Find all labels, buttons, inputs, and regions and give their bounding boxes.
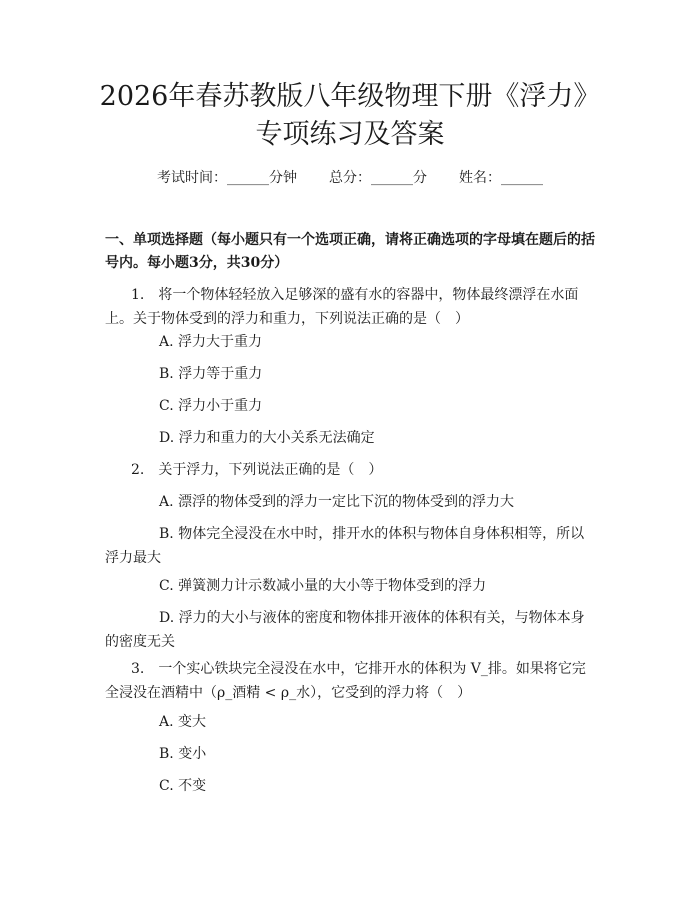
question-2-option-b: B. 物体完全浸没在水中时，排开水的体积与物体自身体积相等，所以浮力最大 [105,526,585,566]
exam-name: 姓名：______ [459,170,543,186]
question-3-option-a: A. 变大 [159,714,207,730]
question-2-stem: 2. 关于浮力，下列说法正确的是（ ） [131,462,383,478]
exam-info [0,168,700,188]
document-title: 2026年春苏教版八年级物理下册《浮力》专项练习及答案 [99,81,601,150]
question-1-option-b: B. 浮力等于重力 [159,366,263,382]
question-1-stem: 1. 将一个物体轻轻放入足够深的盛有水的容器中，物体最终漂浮在水面上。关于物体受到的浮力和重力，下列说法正确的是（ ） [105,287,579,327]
question-1-option-c: C. 浮力小于重力 [159,398,263,414]
question-3-option-b: B. 变小 [159,746,207,762]
question-1-option-d: D. 浮力和重力的大小关系无法确定 [159,430,375,446]
question-3-stem: 3. 一个实心铁块完全浸没在水中，它排开水的体积为 V_排。如果将它完全浸没在酒精中（ρ_酒精 < ρ_水），它受到的浮力将（ ） [105,661,586,701]
question-2-option-c: C. 弹簧测力计示数减小量的大小等于物体受到的浮力 [159,578,487,594]
question-2-option-d: D. 浮力的大小与液体的密度和物体排开液体的体积有关，与物体本身的密度无关 [105,610,585,650]
question-3-option-c: C. 不变 [159,778,207,794]
exam-time: 考试时间：______分钟 [157,170,297,186]
question-1-option-a: A. 浮力大于重力 [159,334,263,350]
exam-score: 总分：______分 [329,170,427,186]
section-heading: 一、单项选择题（每小题只有一个选项正确，请将正确选项的字母填在题后的括号内。每小题3分，共30分） [105,232,595,271]
question-2-option-a: A. 漂浮的物体受到的浮力一定比下沉的物体受到的浮力大 [159,494,515,510]
